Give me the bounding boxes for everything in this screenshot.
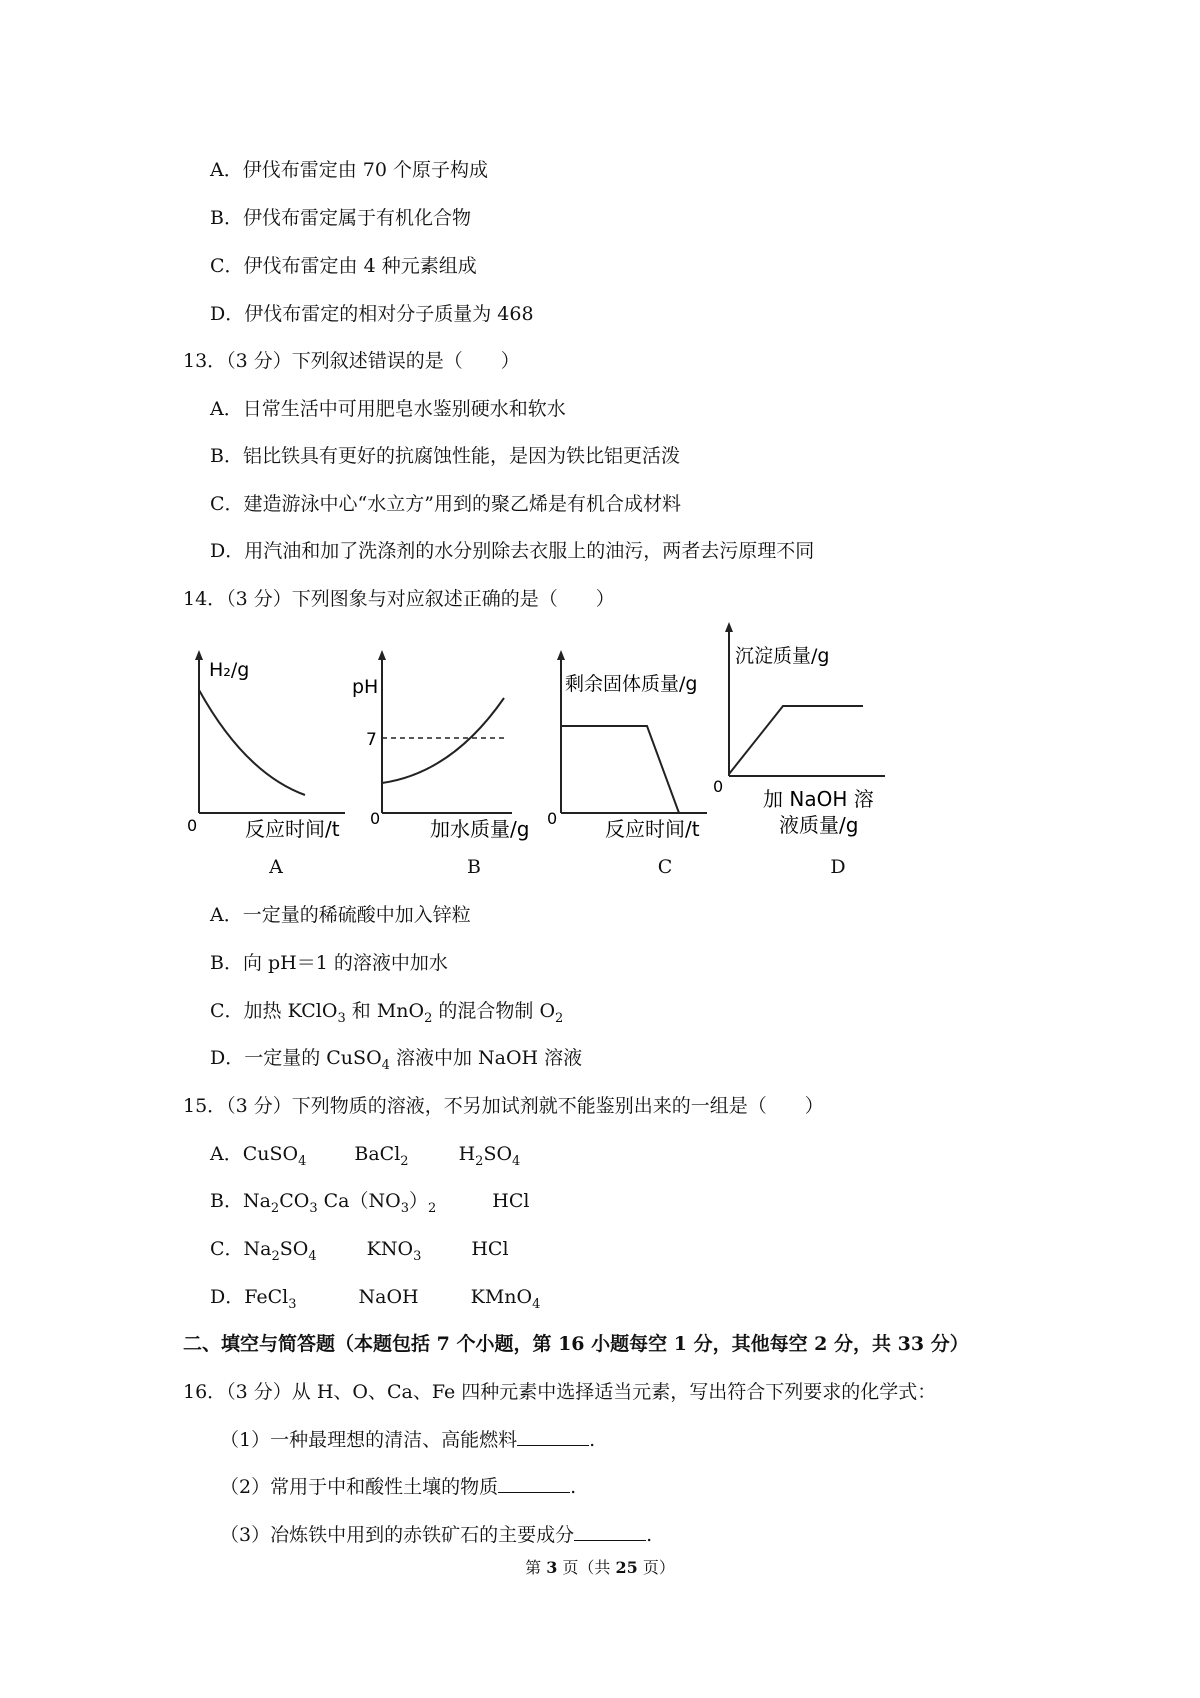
total-pages: 25 <box>615 1558 638 1577</box>
graph-a-origin: 0 <box>187 816 198 835</box>
page-number: 3 <box>546 1558 558 1577</box>
q16-item-1: （1）一种最理想的清洁、高能燃料 . <box>220 1429 596 1451</box>
q13-option-d: D．用汽油和加了洗涤剂的水分别除去衣服上的油污，两者去污原理不同 <box>210 540 815 562</box>
q14-option-c: C．加热 KClO$_3$ 和 MnO$_2$ 的混合物制 $O_2$ <box>210 1000 564 1026</box>
graph-c-origin: 0 <box>547 809 558 828</box>
q12-option-c: C．伊伐布雷定由 4 种元素组成 <box>210 255 477 277</box>
q14-option-b: B．向 pH＝1 的溶液中加水 <box>210 952 448 974</box>
q12-option-a: A．伊伐布雷定由 70 个原子构成 <box>210 159 488 181</box>
q13-option-a: A．日常生活中可用肥皂水鉴别硬水和软水 <box>210 398 566 420</box>
q15-stem: 15．（3 分）下列物质的溶液，不另加试剂就不能鉴别出来的一组是（ ） <box>183 1095 824 1117</box>
q14-option-a: A．一定量的稀硫酸中加入锌粒 <box>210 904 471 926</box>
graph-a <box>185 648 355 848</box>
q16-item-3: （3）冶炼铁中用到的赤铁矿石的主要成分 . <box>220 1524 653 1546</box>
q14-option-d: D．一定量的 CuSO$_4$ 溶液中加 NaOH 溶液 <box>210 1047 583 1073</box>
q16-item-2: （2）常用于中和酸性土壤的物质 . <box>220 1476 577 1498</box>
graph-b <box>352 648 530 848</box>
section-2-heading: 二、填空与简答题（本题包括 7 个小题，第 16 小题每空 1 分，其他每空 2 分，共 33 分） <box>183 1333 969 1355</box>
graph-a-ylabel: H₂/g <box>209 659 250 681</box>
graph-d-xlabel-2: 液质量/g <box>779 813 859 837</box>
graph-c-xlabel: 反应时间/t <box>605 817 700 841</box>
graph-b-caption: B <box>467 856 481 878</box>
graph-d-origin: 0 <box>713 777 724 796</box>
graph-a-xlabel: 反应时间/t <box>245 817 340 841</box>
graph-d-xlabel-1: 加 NaOH 溶 <box>763 787 874 811</box>
graph-b-mark: 7 <box>366 730 377 750</box>
graph-b-xlabel: 加水质量/g <box>430 817 530 841</box>
q13-option-c: C．建造游泳中心“水立方”用到的聚乙烯是有机合成材料 <box>210 493 681 515</box>
answer-blank-1[interactable] <box>517 1427 589 1446</box>
q16-stem: 16．（3 分）从 H、O、Ca、Fe 四种元素中选择适当元素，写出符合下列要求的化学式： <box>183 1381 937 1403</box>
q14-stem: 14．（3 分）下列图象与对应叙述正确的是（ ） <box>183 588 615 610</box>
q15-option-c: C．$Na_2SO_4$ $KNO_3$ HCl <box>210 1238 509 1264</box>
q12-option-b: B．伊伐布雷定属于有机化合物 <box>210 207 471 229</box>
q13-stem: 13．（3 分）下列叙述错误的是（ ） <box>183 350 520 372</box>
graph-b-origin: 0 <box>370 809 381 828</box>
graph-c <box>547 648 717 848</box>
q15-option-b: B．$Na_2CO_3$ $Ca(NO_3)_2$ HCl <box>210 1190 530 1216</box>
q13-option-b: B．铝比铁具有更好的抗腐蚀性能，是因为铁比铝更活泼 <box>210 445 680 467</box>
graph-b-ylabel: pH <box>352 676 379 698</box>
graph-d-ylabel: 沉淀质量/g <box>735 645 830 667</box>
q12-option-d: D．伊伐布雷定的相对分子质量为 468 <box>210 303 534 325</box>
graph-a-caption: A <box>269 856 283 878</box>
graph-c-caption: C <box>657 856 673 878</box>
answer-blank-2[interactable] <box>498 1474 570 1493</box>
page-footer: 第 3 页（共 25 页） <box>525 1558 675 1577</box>
answer-blank-3[interactable] <box>574 1522 646 1541</box>
graph-c-ylabel: 剩余固体质量/g <box>565 673 698 695</box>
graph-d-caption: D <box>830 856 846 878</box>
q15-option-d: D．FeCl$_3$ NaOH KMnO$_4$ <box>210 1286 541 1312</box>
q15-option-a: A．CuSO$_4$ BaCl$_2$ $H_2SO_4$ <box>210 1143 521 1169</box>
graph-d <box>715 620 895 840</box>
